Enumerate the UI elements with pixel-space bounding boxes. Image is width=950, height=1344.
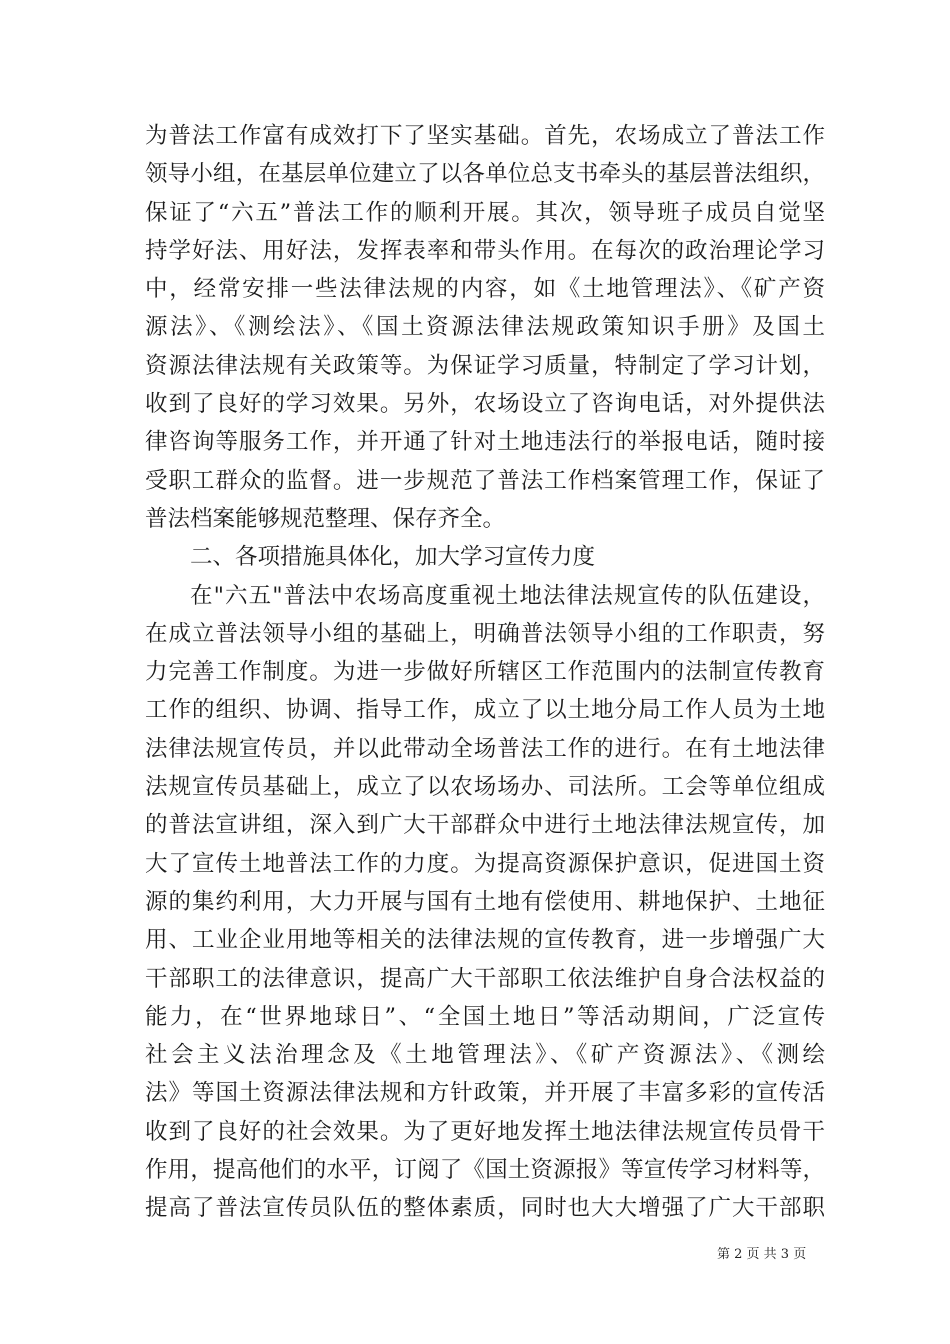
text-line: 源的集约利用，大力开展与国有土地有偿使用、耕地保护、土地征 <box>145 888 825 915</box>
text-line: 用、工业企业用地等相关的法律法规的宣传教育，进一步增强广大 <box>145 927 825 954</box>
text-line: 干部职工的法律意识，提高广大干部职工依法维护自身合法权益的 <box>145 965 825 992</box>
text-line: 法规宣传员基础上，成立了以农场场办、司法所。工会等单位组成 <box>145 774 825 801</box>
text-line: 持学好法、用好法，发挥表率和带头作用。在每次的政治理论学习 <box>145 237 825 264</box>
text-line: 保证了“六五”普法工作的顺利开展。其次，领导班子成员自觉坚 <box>145 199 825 226</box>
text-line: 受职工群众的监督。进一步规范了普法工作档案管理工作，保证了 <box>145 467 825 494</box>
text-line: 在"六五"普法中农场高度重视土地法律法规宣传的队伍建设， <box>190 582 825 609</box>
text-line: 工作的组织、协调、指导工作，成立了以土地分局工作人员为土地 <box>145 697 825 724</box>
text-line: 提高了普法宣传员队伍的整体素质，同时也大大增强了广大干部职 <box>145 1195 825 1222</box>
text-line: 作用，提高他们的水平，订阅了《国土资源报》等宣传学习材料等， <box>145 1157 825 1184</box>
text-line: 收到了良好的社会效果。为了更好地发挥土地法律法规宣传员骨干 <box>145 1118 825 1145</box>
text-line: 收到了良好的学习效果。另外，农场设立了咨询电话，对外提供法 <box>145 391 825 418</box>
text-line: 法律法规宣传员，并以此带动全场普法工作的进行。在有土地法律 <box>145 735 825 762</box>
text-line: 为普法工作富有成效打下了坚实基础。首先，农场成立了普法工作 <box>145 123 825 149</box>
text-line: 的普法宣讲组，深入到广大干部群众中进行土地法律法规宣传，加 <box>145 812 825 839</box>
text-line: 资源法律法规有关政策等。为保证学习质量，特制定了学习计划， <box>145 352 825 379</box>
text-line: 律咨询等服务工作，并开通了针对土地违法行的举报电话，随时接 <box>145 429 825 456</box>
text-line: 力完善工作制度。为进一步做好所辖区工作范围内的法制宣传教育 <box>145 659 825 686</box>
text-line: 能力，在“世界地球日”、“全国土地日”等活动期间，广泛宣传 <box>145 1003 825 1030</box>
body-text <box>145 117 825 1228</box>
page-number: 第 2 页 共 3 页 <box>717 1247 807 1262</box>
text-line: 普法档案能够规范整理、保存齐全。 <box>145 505 506 532</box>
text-line: 中，经常安排一些法律法规的内容，如《土地管理法》、《矿产资 <box>145 276 825 303</box>
text-line: 领导小组，在基层单位建立了以各单位总支书牵头的基层普法组织， <box>145 161 825 188</box>
text-line: 法》等国土资源法律法规和方针政策，并开展了丰富多彩的宣传活 <box>145 1080 825 1107</box>
text-line: 源法》、《测绘法》、《国土资源法律法规政策知识手册》及国土 <box>145 314 825 341</box>
text-line: 社会主义法治理念及《土地管理法》、《矿产资源法》、《测绘 <box>145 1042 825 1069</box>
text-line: 大了宣传土地普法工作的力度。为提高资源保护意识，促进国土资 <box>145 850 825 877</box>
text-line: 在成立普法领导小组的基础上，明确普法领导小组的工作职责，努 <box>145 620 825 647</box>
section-heading: 二、各项措施具体化，加大学习宣传力度 <box>190 544 596 571</box>
